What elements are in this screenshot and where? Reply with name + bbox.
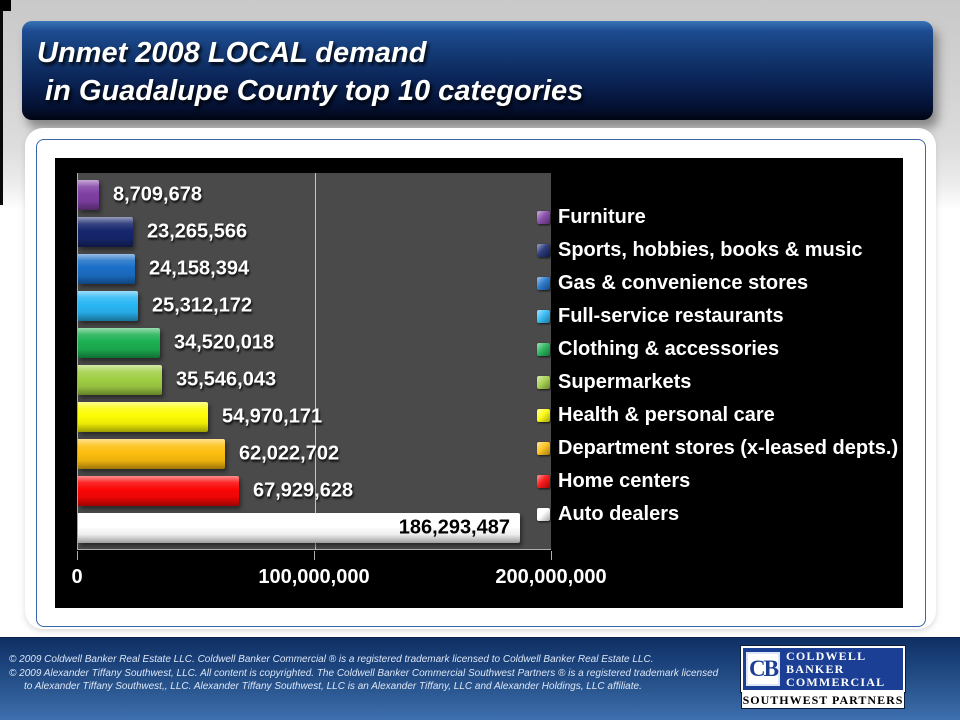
legend-marker-icon (537, 211, 550, 224)
bars-container (78, 173, 552, 550)
bar-row (78, 217, 552, 247)
cb-monogram-text: CB (749, 656, 777, 681)
legend-item (537, 471, 903, 491)
bar-value-label: 34,520,018 (174, 331, 275, 354)
bar-value-label: 24,158,394 (149, 257, 250, 280)
bar-furniture (78, 180, 99, 210)
legend-item (537, 207, 903, 227)
legend-label: Full-service restaurants (558, 304, 784, 327)
bar-row (78, 254, 552, 284)
x-axis-label: 100,000,000 (258, 566, 370, 588)
bar-clothing-accessories (78, 328, 160, 358)
bar-value-label: 186,293,487 (398, 516, 510, 539)
legend-label: Furniture (558, 205, 646, 228)
legend-marker-icon (537, 376, 550, 389)
legend-item (537, 405, 903, 425)
bar-row (78, 328, 552, 358)
legend-item (537, 240, 903, 260)
copyright-line-3: to Alexander Tiffany Southwest,, LLC. Alexander Tiffany Southwest, LLC is an Alexander Tiffany, LLC and Alexander Holdings, LLC affiliate. (24, 681, 642, 692)
subbrand-strip (741, 692, 905, 709)
bar-gas-convenience-stores (78, 254, 135, 284)
bar-value-label: 25,312,172 (152, 294, 253, 317)
legend-marker-icon (537, 409, 550, 422)
bar-row (78, 291, 552, 321)
logo-brand-text (786, 650, 885, 689)
legend-label: Gas & convenience stores (558, 271, 809, 294)
copyright-line-2: © 2009 Alexander Tiffany Southwest, LLC. All content is copyrighted. The Coldwell Banker Commercial Southwest Partners ® is a registered trademark licensed (9, 667, 719, 679)
legend-item (537, 372, 903, 392)
slide-title-line-1: Unmet 2008 LOCAL demand (37, 37, 427, 69)
legend-item (537, 306, 903, 326)
bar-row (78, 439, 552, 469)
bar-row (78, 365, 552, 395)
logo-box (741, 646, 905, 692)
coldwell-banker-logo (741, 646, 905, 709)
copyright-line-1: © 2009 Coldwell Banker Real Estate LLC. Coldwell Banker Commercial ® is a registered trademark licensed to Coldwell Banker Real Estate LLC. (9, 654, 654, 665)
legend-item (537, 438, 903, 458)
bar-supermarkets (78, 365, 162, 395)
bar-health-personal-care (78, 402, 208, 432)
x-axis-tick (551, 551, 552, 560)
legend-item (537, 339, 903, 359)
legend-label: Supermarkets (558, 370, 692, 393)
bar-department-stores-x-leased-depts (78, 439, 225, 469)
brand-line-2: BANKER (786, 661, 845, 676)
brand-line-1: COLDWELL (786, 648, 867, 663)
brand-line-3: COMMERCIAL (786, 674, 886, 689)
legend-marker-icon (537, 475, 550, 488)
x-axis-label: 200,000,000 (495, 566, 607, 588)
legend-marker-icon (537, 508, 550, 521)
legend-label: Sports, hobbies, books & music (558, 238, 863, 261)
x-axis-tick (314, 551, 315, 560)
bar-value-label: 8,709,678 (113, 183, 202, 206)
bar-value-label: 54,970,171 (222, 405, 323, 428)
legend-item (537, 504, 903, 524)
bar-row (78, 402, 552, 432)
legend-label: Health & personal care (558, 403, 775, 426)
bar-value-label: 67,929,628 (253, 479, 354, 502)
x-axis-tick (77, 551, 78, 560)
legend-label: Clothing & accessories (558, 337, 780, 360)
bar-row (78, 180, 552, 210)
legend-marker-icon (537, 442, 550, 455)
x-axis-label: 0 (71, 566, 83, 588)
legend-marker-icon (537, 244, 550, 257)
bar-value-label: 23,265,566 (147, 220, 248, 243)
slide-title-banner (22, 21, 933, 120)
legend-label: Home centers (558, 469, 691, 492)
bar-value-label: 35,546,043 (176, 368, 277, 391)
legend-label: Department stores (x-leased depts.) (558, 436, 899, 459)
subbrand-text: SOUTHWEST PARTNERS (742, 692, 904, 707)
bar-row (78, 513, 552, 543)
bar-row (78, 476, 552, 506)
chart-legend (537, 207, 903, 524)
legend-marker-icon (537, 343, 550, 356)
copyright-block (9, 653, 718, 694)
legend-item (537, 273, 903, 293)
plot-area (77, 173, 551, 550)
bar-home-centers (78, 476, 239, 506)
top-left-corner (0, 0, 11, 11)
legend-marker-icon (537, 310, 550, 323)
legend-marker-icon (537, 277, 550, 290)
bar-sports-hobbies-books-music (78, 217, 133, 247)
footer-bar (0, 637, 960, 720)
slide-title-line-2: in Guadalupe County top 10 categories (37, 75, 584, 107)
cb-monogram-icon (746, 652, 780, 686)
left-edge-strip (0, 0, 3, 205)
bar-chart (55, 158, 903, 608)
legend-label: Auto dealers (558, 502, 680, 525)
bar-value-label: 62,022,702 (239, 442, 340, 465)
bar-full-service-restaurants (78, 291, 138, 321)
